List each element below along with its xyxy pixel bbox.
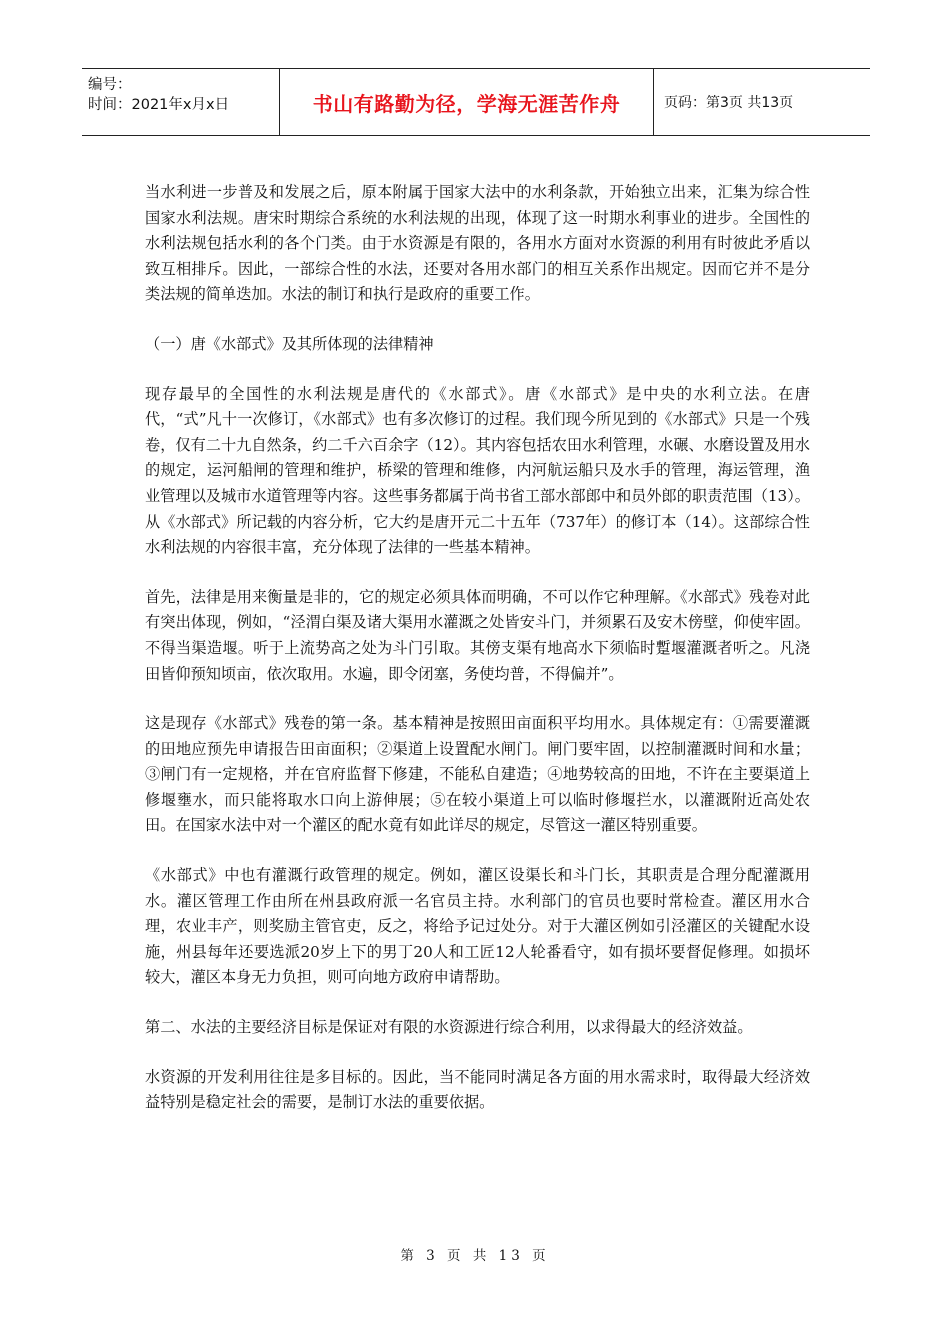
header-meta bbox=[82, 69, 280, 135]
paragraph-shuibushi: 现存最早的全国性的水利法规是唐代的《水部式》。唐《水部式》是中央的水利立法。在唐代，“式”凡十一次修订，《水部式》也有多次修订的过程。我们现今所见到的《水部式》只是一个残卷，仅有二十九自然条，约二千六百余字（12）。其内容包括农田水利管理，水碾、水磨设置及用水的规定，运河船闸的管理和维护，桥梁的管理和维修，内河航运船只及水手的管理，海运管理，渔业管理以及城市水道管理等内容。这些事务都属于尚书省工部水部郎中和员外郎的职责范围（13）。从《水部式》所记载的内容分析，它大约是唐开元二十五年（737年）的修订本（14）。这部综合性水利法规的内容很丰富，充分体现了法律的一些基本精神。 bbox=[145, 384, 810, 557]
paragraph-first-article: 这是现存《水部式》残卷的第一条。基本精神是按照田亩面积平均用水。具体规定有：①需要灌溉的田地应预先申请报告田亩面积；②渠道上设置配水闸门。闸门要牢固，以控制灌溉时间和水量；③闸门有一定规格，并在官府监督下修建，不能私自建造；④地势较高的田地，不许在主要渠道上修堰壅水，而只能将取水口向上游伸展；⑤在较小渠道上可以临时修堰拦水，以灌溉附近高处农田。在国家水法中对一个灌区的配水竟有如此详尽的规定，尽管这一灌区特别重要。 bbox=[145, 714, 810, 835]
document-body bbox=[145, 180, 810, 1140]
document-date-label: 时间：2021年x月x日 bbox=[88, 97, 230, 113]
header-page-number: 页码：第3页 共13页 bbox=[664, 95, 794, 111]
header-motto: 书山有路勤为径，学海无涯苦作舟 bbox=[312, 91, 621, 116]
paragraph-first-principle: 首先，法律是用来衡量是非的，它的规定必须具体而明确，不可以作它种理解。《水部式》残卷对此有突出体现，例如，“泾渭白渠及诸大渠用水灌溉之处皆安斗门，并须累石及安木傍壁，仰使牢固。不得当渠造堰。听于上流势高之处为斗门引取。其傍支渠有地高水下须临时蹔堰灌溉者听之。凡浇田皆仰预知顷亩，依次取用。水遍，即令闭塞，务使均普，不得偏并”。 bbox=[145, 587, 810, 683]
paragraph-intro: 当水利进一步普及和发展之后，原本附属于国家大法中的水利条款，开始独立出来，汇集为综合性国家水利法规。唐宋时期综合系统的水利法规的出现，体现了这一时期水利事业的进步。全国性的水利法规包括水利的各个门类。由于水资源是有限的，各用水方面对水资源的利用有时彼此矛盾以致互相排斥。因此，一部综合性的水法，还要对各用水部门的相互关系作出规定。因而它并不是分类法规的简单迭加。水法的制订和执行是政府的重要工作。 bbox=[145, 183, 810, 304]
paragraph-administration: 《水部式》中也有灌溉行政管理的规定。例如，灌区设渠长和斗门长，其职责是合理分配灌溉用水。灌区管理工作由所在州县政府派一名官员主持。水利部门的官员也要时常检查。灌区用水合理，农业丰产，则奖励主管官吏，反之，将给予记过处分。对于大灌区例如引泾灌区的关键配水设施，州县每年还要选派20岁上下的男丁20人和工匠12人轮番看守，如有损坏要督促修理。如损坏较大，灌区本身无力负担，则可向地方政府申请帮助。 bbox=[145, 866, 810, 987]
paragraph-second-principle: 第二、水法的主要经济目标是保证对有限的水资源进行综合利用，以求得最大的经济效益。 bbox=[145, 1018, 753, 1037]
page-header bbox=[82, 68, 870, 136]
paragraph-multi-objective: 水资源的开发利用往往是多目标的。因此，当不能同时满足各方面的用水需求时，取得最大经济效益特别是稳定社会的需要，是制订水法的重要依据。 bbox=[145, 1067, 810, 1112]
header-motto-cell bbox=[280, 69, 654, 135]
header-page-cell bbox=[654, 69, 870, 135]
document-number-label: 编号： bbox=[88, 77, 132, 93]
page-footer: 第 3 页 共 13 页 bbox=[400, 1248, 550, 1264]
section-heading: （一）唐《水部式》及其所体现的法律精神 bbox=[145, 334, 434, 353]
